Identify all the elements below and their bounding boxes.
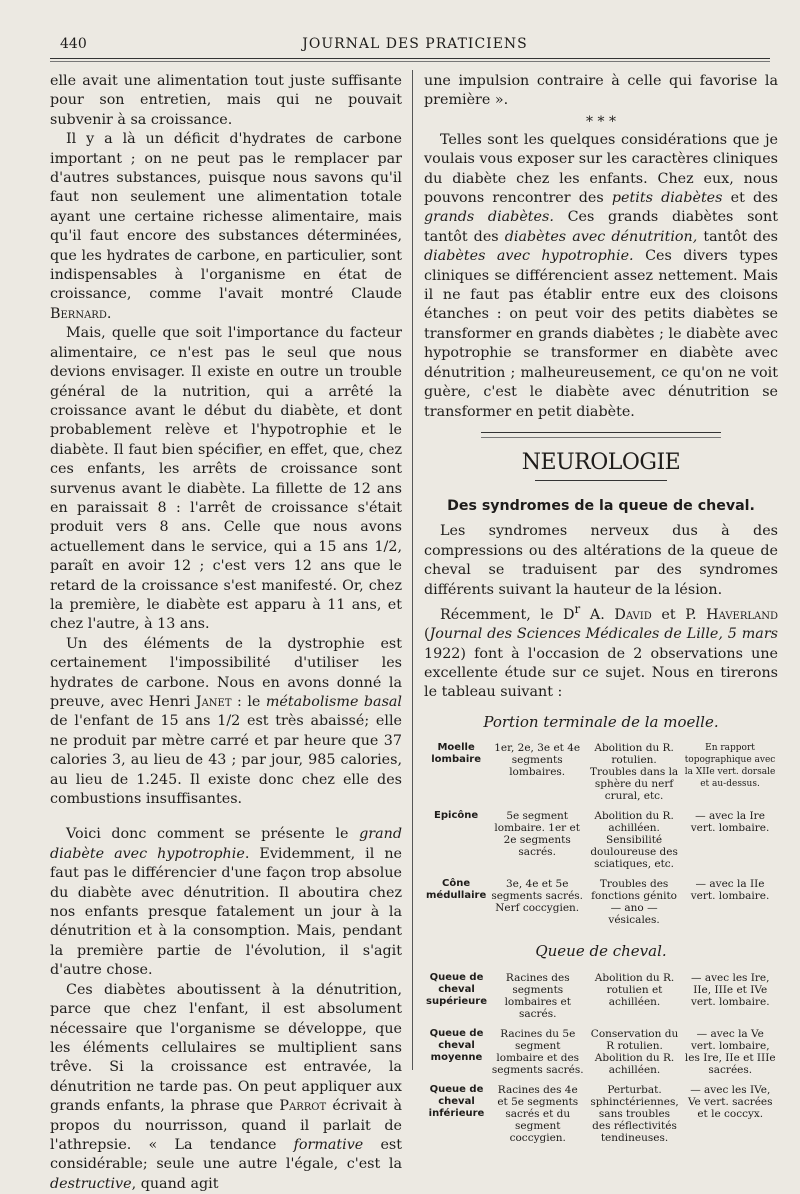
table-cell: — avec les IVe, Ve vert. sacrées et le coccyx. (687, 1083, 773, 1120)
table-cell: Perturbat. sphinctériennes, sans troubles des réflectivités tendineuses. (590, 1083, 679, 1144)
paragraph: Ces diabètes aboutissent à la dénutrition, parce que chez l'enfant, il est absolument nécessaire que l'organisme se développe, que les éléments cellulaires se multiplient sans trêve. Si la croissance est entravée, la dénutrition ne tarde pas. On peut appliquer aux grands enfants, la phrase que Parrot écrivait à propos du nourrisson, quand il parlait de l'athrepsie. « La tendance formative est considérable; seule une autre l'égale, c'est la destructive, quand agit (50, 981, 403, 1192)
paragraph: une impulsion contraire à celle qui favorise la première ». (424, 73, 778, 109)
table-cell: 5e segment lombaire. 1er et 2e segments sacrés. (494, 810, 580, 859)
table-row (424, 1082, 778, 1150)
table-cell: — avec la Ve vert. lombaire, les Ire, IIe et IIIe sacrées. (684, 1027, 776, 1076)
table-cell: Racines des 4e et 5e segments sacrés et du segment coccygien. (497, 1083, 579, 1144)
section-rule-secondary (481, 437, 721, 438)
header-rule-secondary (50, 61, 770, 62)
section-underline (535, 480, 667, 481)
author-name: Haverland (706, 606, 779, 623)
emphasis: diabètes avec hypotrophie. (424, 248, 634, 265)
column-divider (412, 70, 413, 1070)
table-cell: Queue de cheval inférieure (428, 1083, 485, 1119)
table-queue-de-cheval (424, 970, 778, 1150)
table-cell: Abolition du R. rotulien. Troubles dans la sphère du nerf crural, etc. (589, 742, 679, 803)
header-rule (50, 58, 770, 59)
running-title: JOURNAL DES PRATICIENS (302, 36, 528, 52)
table-cell: Abolition du R. rotulien et achilléen. (594, 971, 675, 1008)
table-moelle (424, 740, 778, 932)
emphasis: formative (293, 1136, 364, 1153)
emphasis: grands diabètes. (424, 209, 554, 226)
paragraph: Récemment, le $D^r$ A. David et P. Haverland (Journal des Sciences Médicales de Lille, 5 mars 1922) font à l'occasion de 2 observations une excellente étude sur ce sujet. Nous en tirerons le tableau suivant : (424, 601, 779, 701)
table-cell: Epicône (434, 810, 479, 822)
emphasis: métabolisme basal (265, 694, 403, 710)
table-cell: Moelle lombaire (431, 742, 481, 766)
table-caption: Queue de cheval. (535, 942, 667, 961)
section-title: NEUROLOGIE (521, 449, 681, 475)
table-cell: — avec la IIe vert. lombaire. (690, 878, 770, 903)
table-caption: Portion terminale de la moelle. (483, 712, 719, 731)
journal-title: Journal des Sciences Médicales de Lille, (429, 626, 723, 643)
table-cell: Queue de cheval supérieure (426, 971, 487, 1007)
table-cell: — avec la Ire vert. lombaire. (690, 810, 770, 835)
table-row (424, 970, 778, 1026)
subsection-title: Des syndromes de la queue de cheval. (447, 497, 755, 514)
table-row (424, 876, 778, 932)
asterism: * * * (586, 113, 616, 130)
author-name: Parrot (279, 1098, 327, 1115)
page-number: 440 (60, 36, 87, 52)
paragraph: elle avait une alimentation tout juste suffisante pour son entretien, mais qui ne pouvait subvenir à sa croissance. (50, 73, 402, 128)
left-column (50, 72, 402, 1194)
table-cell: Conservation du R rotulien. Abolition du R. achilléen. (590, 1027, 679, 1076)
table-cell: Cône médullaire (426, 878, 487, 902)
table-cell: Racines du 5e segment lombaire et des segments sacrés. (491, 1027, 584, 1076)
page-header (60, 36, 770, 60)
paragraph: Un des éléments de la dystrophie est certainement l'impossibilité d'utiliser les hydrates de carbone. Nous en avons donné la preuve, avec Henri Janet : le métabolisme basal de l'enfant de 15 ans 1/2 est très abaissé; elle ne produit par mètre carré et par heure que 37 calories 3, au lieu de 43 ; par jour, 985 calories, au lieu de 1.245. Il existe donc chez elle des combustions insuffisantes. (50, 635, 403, 808)
emphasis: petits diabètes (611, 190, 723, 207)
section-rule (481, 432, 721, 433)
emphasis: diabètes avec dénutrition, (504, 228, 698, 245)
paragraph: Mais, quelle que soit l'importance du facteur alimentaire, ce n'est pas le seul que nous devions envisager. Il existe en outre un trouble général de la nutrition, qui a arrêté la croissance avant le début du diabète, et dont probablement relève et l'hypotrophie et le diabète. Il faut bien spécifier, en effet, que, chez ces enfants, les arrêts de croissance sont survenus avant le diabète. La fillette de 12 ans en paraissait 8 : l'arrêt de croissance s'était produit vers 8 ans. Celle que nous avons actuellement dans le service, qui a 15 ans 1/2, paraît en avoir 12 ; c'est vers 12 ans que le retard de la croissance s'est manifesté. Or, chez la première, le diabète est apparu à 11 ans, et chez l'autre, à 13 ans. (50, 325, 402, 633)
table-cell: 1er, 2e, 3e et 4e segments lombaires. (494, 742, 581, 779)
paragraph: Voici donc comment se présente le grand diabète avec hypotrophie. Evidemment, il ne faut pas le différencier d'une façon trop absolue du diabète avec dénutrition. Il aboutira chez nos enfants presque fatalement un jour à la dénutrition et à la consomption. Mais, pendant la première partie de l'évolution, il s'agit d'autre chose. (50, 826, 403, 979)
emphasis: destructive (50, 1175, 132, 1192)
table-cell: Racines des segments lombaires et sacrés. (504, 971, 571, 1020)
table-cell: Abolition du R. achilléen. Sensibilité douloureuse des sciatiques, etc. (590, 810, 678, 871)
table-cell: 3e, 4e et 5e segments sacrés. Nerf coccygien. (491, 878, 584, 915)
table-row (424, 1026, 778, 1082)
table-row (424, 808, 778, 876)
paragraph: Les syndromes nerveux dus à des compressions ou des altérations de la queue de cheval se traduisent par des syndromes différents suivant la hauteur de la lésion. (424, 523, 778, 598)
table-cell: — avec les Ire, IIe, IIIe et IVe vert. lombaire. (690, 971, 770, 1008)
paragraph: Il y a là un déficit d'hydrates de carbone important ; on ne peut pas le remplacer par d'autres substances, puisque nous savons qu'il faut non seulement une alimentation totale ayant une certaine richesse alimentaire, mais qu'il faut encore des substances déterminées, que les hydrates de carbone, en particulier, sont indispensables à l'organisme en état de croissance, comme l'avait montré Claude Bernard. (50, 131, 402, 322)
author-name: David (614, 606, 652, 623)
table-cell: Queue de cheval moyenne (429, 1027, 484, 1063)
emphasis: 5 mars (727, 626, 778, 643)
right-column (424, 72, 778, 1150)
spacer (50, 809, 402, 825)
emphasis: grand diabète avec hypotrophie (50, 826, 402, 862)
table-cell: Troubles des fonctions génito — ano — vésicales. (591, 878, 677, 927)
table-row (424, 740, 778, 808)
paragraph: Telles sont les quelques considérations que je voulais vous exposer sur les caractères cliniques du diabète chez les enfants. Chez eux, nous pouvons rencontrer des petits diabètes et des grands diabètes. Ces grands diabètes sont tantôt des diabètes avec dénutrition, tantôt des diabètes avec hypotrophie. Ces divers types cliniques se différencient assez nettement. Mais il ne faut pas établir entre eux des cloisons étanches : on peut voir des petits diabètes se transformer en grands diabètes ; le diabète avec hypotrophie se transformer en diabète avec dénutrition ; malheureusement, ce qu'on ne voit guère, c'est le diabète avec dénutrition se transformer en petit diabète. (424, 131, 779, 420)
author-name: Bernard. (50, 305, 112, 322)
table-cell: En rapport topographique avec la XIIe vert. dorsale et au-dessus. (684, 743, 776, 790)
author-name: Janet (195, 694, 232, 710)
